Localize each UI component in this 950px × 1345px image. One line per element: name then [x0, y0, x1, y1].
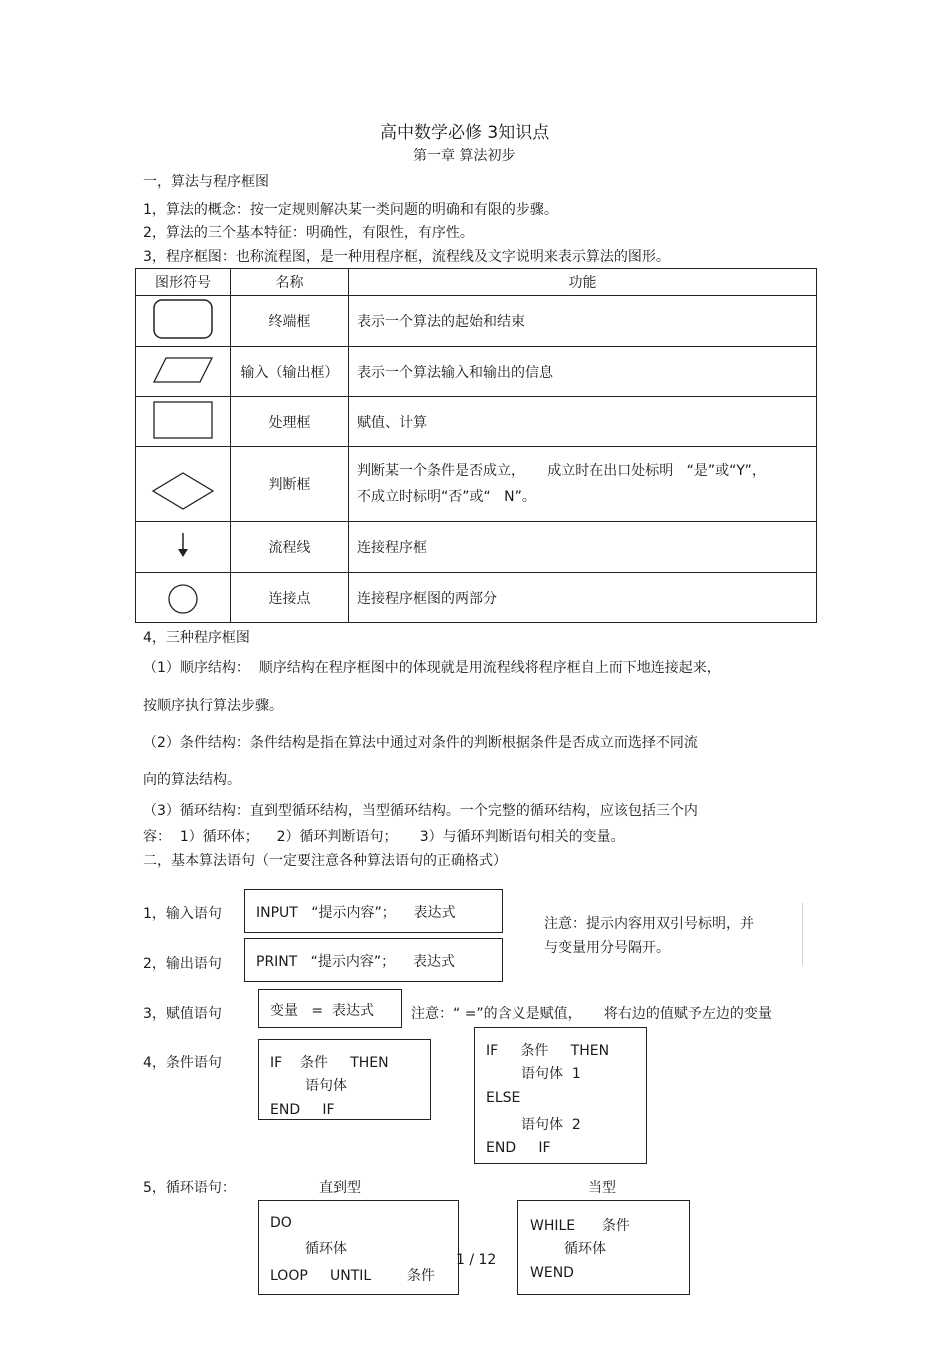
table-cell: 判断框 [231, 447, 349, 522]
note: 注意：“ =”的含义是赋值， 将右边的值赋予左边的变量 [411, 1006, 772, 1022]
loop-type-label: 当型 [588, 1180, 616, 1196]
diamond-icon [151, 471, 215, 511]
output-statement-box [244, 938, 503, 982]
terminal-symbol-cell [136, 296, 231, 347]
paragraph: 1，算法的概念：按一定规则解决某一类问题的明确和有限的步骤。 [143, 202, 558, 218]
table-row [136, 447, 817, 522]
paragraph: 3，程序框图：也称流程图，是一种用程序框，流程线及文字说明来表示算法的图形。 [143, 249, 670, 265]
code-line: DO [270, 1215, 292, 1231]
section-heading: 4，三种程序框图 [143, 630, 250, 646]
table-header-row [136, 269, 817, 296]
code-line: 语句体 1 [521, 1066, 581, 1082]
code-line: 变量 = 表达式 [270, 1003, 374, 1019]
paragraph: （1）顺序结构： 顺序结构在程序框图中的体现就是用流程线将程序框自上而下地连接起来， [143, 660, 721, 676]
note: 注意：提示内容用双引号标明，并 [544, 916, 754, 932]
code-line: IF 条件 THEN [270, 1055, 389, 1071]
section-heading: 一，算法与程序框图 [143, 174, 269, 190]
page-number: 1 / 12 [456, 1252, 497, 1268]
flowline-symbol-cell [136, 522, 231, 573]
code-line: 循环体 [305, 1241, 347, 1257]
table-cell: 流程线 [231, 522, 349, 573]
table-cell [349, 447, 817, 522]
down-arrow-icon [173, 529, 193, 561]
circle-icon [166, 582, 200, 616]
paragraph: 按顺序执行算法步骤。 [143, 698, 283, 714]
table-header: 图形符号 [136, 269, 231, 296]
code-line: IF 条件 THEN [486, 1043, 610, 1059]
input-statement-box [244, 889, 503, 933]
parallelogram-icon [152, 356, 214, 384]
code-line: 语句体 [305, 1078, 347, 1094]
cell-line: 不成立时标明“否”或“ N”。 [357, 489, 536, 505]
code-line: END IF [486, 1140, 551, 1156]
table-cell: 终端框 [231, 296, 349, 347]
statement-label: 4，条件语句 [143, 1055, 222, 1071]
paragraph: 向的算法结构。 [143, 772, 241, 788]
if-then-box [258, 1039, 431, 1120]
statement-label: 2，输出语句 [143, 956, 222, 972]
table-row [136, 347, 817, 397]
loop-type-label: 直到型 [319, 1180, 361, 1196]
table-header: 名称 [231, 269, 349, 296]
rectangle-icon [152, 400, 214, 440]
process-symbol-cell [136, 397, 231, 447]
flowchart-symbol-table [135, 268, 817, 623]
code-line: ELSE [486, 1090, 521, 1106]
code-line: 循环体 [564, 1241, 606, 1257]
table-cell: 处理框 [231, 397, 349, 447]
paragraph: （3）循环结构：直到型循环结构，当型循环结构。一个完整的循环结构，应该包括三个内 [143, 803, 698, 819]
table-cell: 表示一个算法的起始和结束 [349, 296, 817, 347]
statement-label: 1，输入语句 [143, 906, 222, 922]
paragraph: （2）条件结构：条件结构是指在算法中通过对条件的判断根据条件是否成立而选择不同流 [143, 735, 698, 751]
page-title: 高中数学必修 3知识点 [380, 123, 550, 143]
statement-label: 3，赋值语句 [143, 1006, 222, 1022]
code-line: WHILE 条件 [530, 1218, 630, 1234]
table-row [136, 573, 817, 623]
note: 与变量用分号隔开。 [544, 940, 670, 956]
table-row [136, 296, 817, 347]
section-heading: 二，基本算法语句（一定要注意各种算法语句的正确格式） [143, 853, 507, 869]
statement-label: 5，循环语句： [143, 1180, 236, 1196]
divider [802, 903, 803, 965]
code-line: 语句体 2 [521, 1117, 581, 1133]
table-cell: 连接程序框 [349, 522, 817, 573]
paragraph: 2，算法的三个基本特征：明确性，有限性，有序性。 [143, 225, 474, 241]
table-cell: 输入（输出框） [231, 347, 349, 397]
code-line: WEND [530, 1265, 574, 1281]
while-box [517, 1200, 690, 1295]
decision-symbol-cell [136, 447, 231, 522]
chapter-title: 第一章 算法初步 [413, 148, 516, 164]
do-until-box [258, 1200, 459, 1295]
connector-symbol-cell [136, 573, 231, 623]
code-line: INPUT “提示内容”； 表达式 [256, 905, 456, 921]
table-cell: 赋值、计算 [349, 397, 817, 447]
io-symbol-cell [136, 347, 231, 397]
table-row [136, 397, 817, 447]
paragraph: 容： 1）循环体； 2）循环判断语句； 3）与循环判断语句相关的变量。 [143, 829, 625, 845]
assign-statement-box [258, 989, 402, 1028]
table-cell: 连接程序框图的两部分 [349, 573, 817, 623]
table-row [136, 522, 817, 573]
terminal-icon [152, 298, 214, 340]
cell-line: 判断某一个条件是否成立， 成立时在出口处标明 “是”或“Y”， [357, 463, 766, 479]
code-line: END IF [270, 1102, 335, 1118]
if-else-box [474, 1027, 647, 1164]
code-line: LOOP UNTIL 条件 [270, 1268, 435, 1284]
code-line: PRINT “提示内容”； 表达式 [256, 954, 455, 970]
table-header: 功能 [349, 269, 817, 296]
table-cell: 连接点 [231, 573, 349, 623]
table-cell: 表示一个算法输入和输出的信息 [349, 347, 817, 397]
